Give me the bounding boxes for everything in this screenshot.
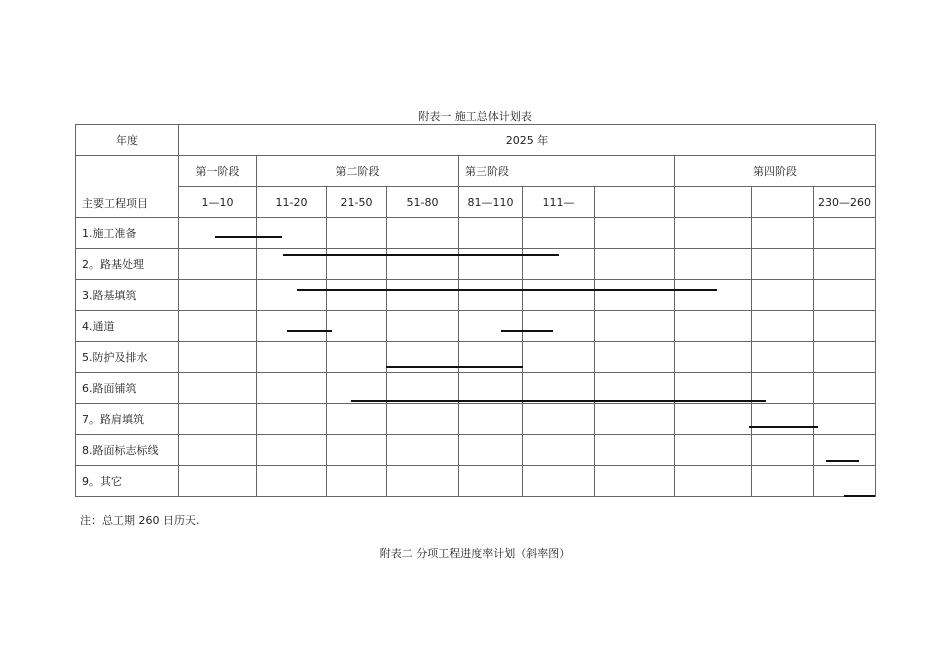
table-row [76,373,876,404]
table-row [76,342,876,373]
timeline-cell [179,404,257,435]
timeline-cell [179,280,257,311]
timeline-cell [523,311,595,342]
timeline-cell [459,311,523,342]
task-name-cell: 7。路肩填筑 [76,404,179,435]
timeline-cell [814,435,876,466]
timeline-cell [752,342,814,373]
stage-1-cell: 第一阶段 [179,156,257,187]
day-range-cell: 1—10 [179,187,257,218]
task-name-cell: 8.路面标志标线 [76,435,179,466]
timeline-cell [327,373,387,404]
day-range-cell: 21-50 [327,187,387,218]
timeline-cell [595,466,675,497]
timeline-cell [595,280,675,311]
timeline-cell [387,280,459,311]
timeline-cell [387,218,459,249]
year-value-cell: 2025 年 [179,125,876,156]
timeline-cell [257,373,327,404]
timeline-cell [327,404,387,435]
timeline-cell [179,466,257,497]
timeline-cell [675,311,752,342]
timeline-cell [257,342,327,373]
day-range-cell [595,187,675,218]
timeline-cell [179,249,257,280]
timeline-cell [179,435,257,466]
task-name-cell: 3.路基填筑 [76,280,179,311]
timeline-cell [814,249,876,280]
day-range-cell: 111— [523,187,595,218]
day-range-cell: 230—260 [814,187,876,218]
timeline-cell [257,404,327,435]
timeline-cell [752,249,814,280]
task-name-cell: 4.通道 [76,311,179,342]
day-range-cell: 81—110 [459,187,523,218]
timeline-cell [595,404,675,435]
timeline-cell [179,218,257,249]
timeline-cell [327,435,387,466]
task-name-cell: 9。其它 [76,466,179,497]
timeline-cell [257,466,327,497]
timeline-cell [459,373,523,404]
task-name-cell: 1.施工准备 [76,218,179,249]
timeline-cell [675,404,752,435]
timeline-cell [327,218,387,249]
timeline-cell [459,249,523,280]
task-name-cell: 5.防护及排水 [76,342,179,373]
timeline-cell [387,435,459,466]
timeline-cell [595,373,675,404]
timeline-cell [459,218,523,249]
table-row [76,280,876,311]
timeline-cell [675,218,752,249]
year-label-cell: 年度 [76,125,179,156]
table-row [76,404,876,435]
appendix-2-title: 附表二 分项工程进度率计划（斜率图） [379,547,571,560]
timeline-cell [327,280,387,311]
timeline-cell [179,311,257,342]
timeline-cell [327,342,387,373]
table-title: 附表一 施工总体计划表 [418,110,532,123]
timeline-cell [814,373,876,404]
timeline-cell [327,466,387,497]
timeline-cell [814,404,876,435]
timeline-cell [752,280,814,311]
timeline-cell [523,466,595,497]
timeline-cell [523,435,595,466]
timeline-cell [814,311,876,342]
timeline-cell [595,249,675,280]
task-name-cell: 2。路基处理 [76,249,179,280]
footnote: 注：总工期 260 日历天. [80,514,200,527]
timeline-cell [459,466,523,497]
timeline-cell [327,311,387,342]
project-label-cell: 主要工程项目 [76,156,179,218]
day-range-cell [675,187,752,218]
timeline-cell [752,373,814,404]
timeline-cell [752,218,814,249]
timeline-cell [675,435,752,466]
timeline-cell [752,466,814,497]
day-range-cell [752,187,814,218]
schedule-table [75,124,876,497]
table-row [76,249,876,280]
timeline-cell [675,373,752,404]
table-row [76,311,876,342]
timeline-cell [387,249,459,280]
timeline-cell [523,249,595,280]
timeline-cell [595,435,675,466]
timeline-cell [387,342,459,373]
timeline-cell [179,373,257,404]
timeline-cell [523,373,595,404]
timeline-cell [752,435,814,466]
timeline-cell [523,404,595,435]
timeline-cell [675,249,752,280]
timeline-cell [595,311,675,342]
timeline-cell [752,311,814,342]
timeline-cell [814,280,876,311]
timeline-cell [814,466,876,497]
table-row [76,435,876,466]
timeline-cell [257,249,327,280]
timeline-cell [814,218,876,249]
timeline-cell [387,466,459,497]
timeline-cell [179,342,257,373]
timeline-cell [257,280,327,311]
timeline-cell [387,311,459,342]
timeline-cell [675,342,752,373]
table-row [76,466,876,497]
timeline-cell [595,342,675,373]
timeline-cell [675,280,752,311]
timeline-cell [814,342,876,373]
timeline-cell [257,311,327,342]
stage-2-cell: 第二阶段 [257,156,459,187]
table-row [76,218,876,249]
timeline-cell [459,342,523,373]
timeline-cell [459,404,523,435]
stage-3-cell: 第三阶段 [459,156,675,187]
timeline-cell [327,249,387,280]
timeline-cell [459,435,523,466]
timeline-cell [387,373,459,404]
timeline-cell [257,435,327,466]
timeline-cell [459,280,523,311]
task-name-cell: 6.路面铺筑 [76,373,179,404]
timeline-cell [523,218,595,249]
timeline-cell [523,280,595,311]
timeline-cell [523,342,595,373]
timeline-cell [257,218,327,249]
timeline-cell [595,218,675,249]
day-range-cell: 11-20 [257,187,327,218]
stage-4-cell: 第四阶段 [675,156,876,187]
timeline-cell [675,466,752,497]
timeline-cell [752,404,814,435]
day-range-cell: 51-80 [387,187,459,218]
timeline-cell [387,404,459,435]
